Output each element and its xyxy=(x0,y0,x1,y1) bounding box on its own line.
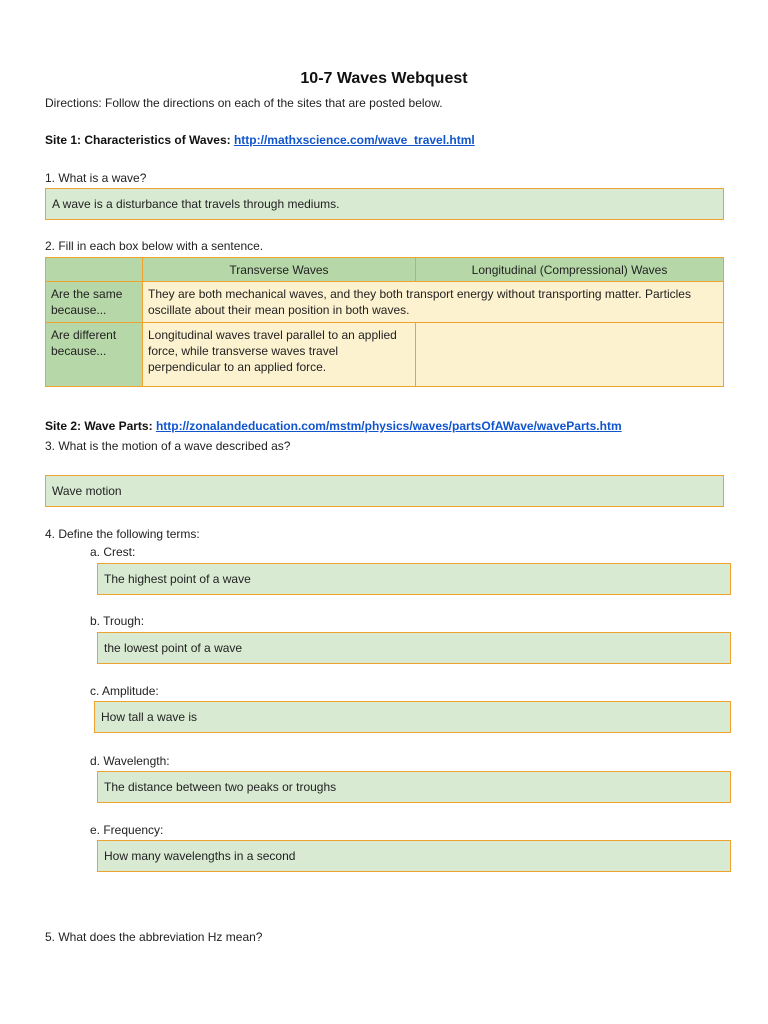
directions-text: Directions: Follow the directions on each of the sites that are posted below. xyxy=(45,96,443,110)
different-transverse-cell[interactable]: Longitudinal waves travel parallel to an applied force, while transverse waves travel perpendicular to an applied force. xyxy=(143,323,416,387)
page-title: 10-7 Waves Webquest xyxy=(300,70,468,87)
q4-question: 4. Define the following terms: xyxy=(45,527,200,541)
q1-question: 1. What is a wave? xyxy=(45,171,147,185)
term-trough-label: b. Trough: xyxy=(90,614,145,628)
q5-question: 5. What does the abbreviation Hz mean? xyxy=(45,930,263,944)
same-answer-cell[interactable]: They are both mechanical waves, and they both transport energy without transporting matter. Particles oscillate about their mean position in both waves. xyxy=(143,282,724,323)
site2-label: Site 2: Wave Parts: xyxy=(45,419,153,433)
site1-label: Site 1: Characteristics of Waves: xyxy=(45,133,231,147)
row-header-different: Are different because... xyxy=(46,323,143,387)
site1-link[interactable]: http://mathxscience.com/wave_travel.html xyxy=(233,133,475,147)
term-frequency-label: e. Frequency: xyxy=(90,823,164,837)
q3-question: 3. What is the motion of a wave described as? xyxy=(45,439,291,453)
site1-heading xyxy=(45,133,475,147)
table-row-different xyxy=(46,323,724,387)
site2-heading xyxy=(45,419,622,433)
site2-link[interactable]: http://zonalandeducation.com/mstm/physics/waves/partsOfAWave/waveParts.htm xyxy=(155,419,622,433)
term-wavelength-label: d. Wavelength: xyxy=(90,754,170,768)
q3-answer: Wave motion xyxy=(52,484,122,498)
q1-answer: A wave is a disturbance that travels through mediums. xyxy=(52,197,340,211)
term-amplitude-label: c. Amplitude: xyxy=(90,684,159,698)
term-frequency-box[interactable] xyxy=(97,840,731,872)
table-header-longitudinal: Longitudinal (Compressional) Waves xyxy=(416,258,724,282)
table-row-same xyxy=(46,282,724,323)
term-trough-box[interactable] xyxy=(97,632,731,664)
term-crest-label: a. Crest: xyxy=(90,545,136,559)
term-trough-answer: the lowest point of a wave xyxy=(104,641,243,655)
table-header-row xyxy=(46,258,724,282)
term-crest-answer: The highest point of a wave xyxy=(104,572,251,586)
q3-answer-box[interactable] xyxy=(45,475,724,507)
row-header-same: Are the same because... xyxy=(46,282,143,323)
term-crest-box[interactable] xyxy=(97,563,731,595)
term-frequency-answer: How many wavelengths in a second xyxy=(104,849,296,863)
comparison-table xyxy=(45,257,724,387)
term-wavelength-answer: The distance between two peaks or troughs xyxy=(104,780,337,794)
term-amplitude-box[interactable] xyxy=(94,701,731,733)
table-header-corner xyxy=(46,258,143,282)
term-amplitude-answer: How tall a wave is xyxy=(101,710,198,724)
table-header-transverse: Transverse Waves xyxy=(143,258,416,282)
q2-question: 2. Fill in each box below with a sentence. xyxy=(45,239,264,253)
term-wavelength-box[interactable] xyxy=(97,771,731,803)
different-longitudinal-cell[interactable] xyxy=(416,323,724,387)
q1-answer-box[interactable] xyxy=(45,188,724,220)
